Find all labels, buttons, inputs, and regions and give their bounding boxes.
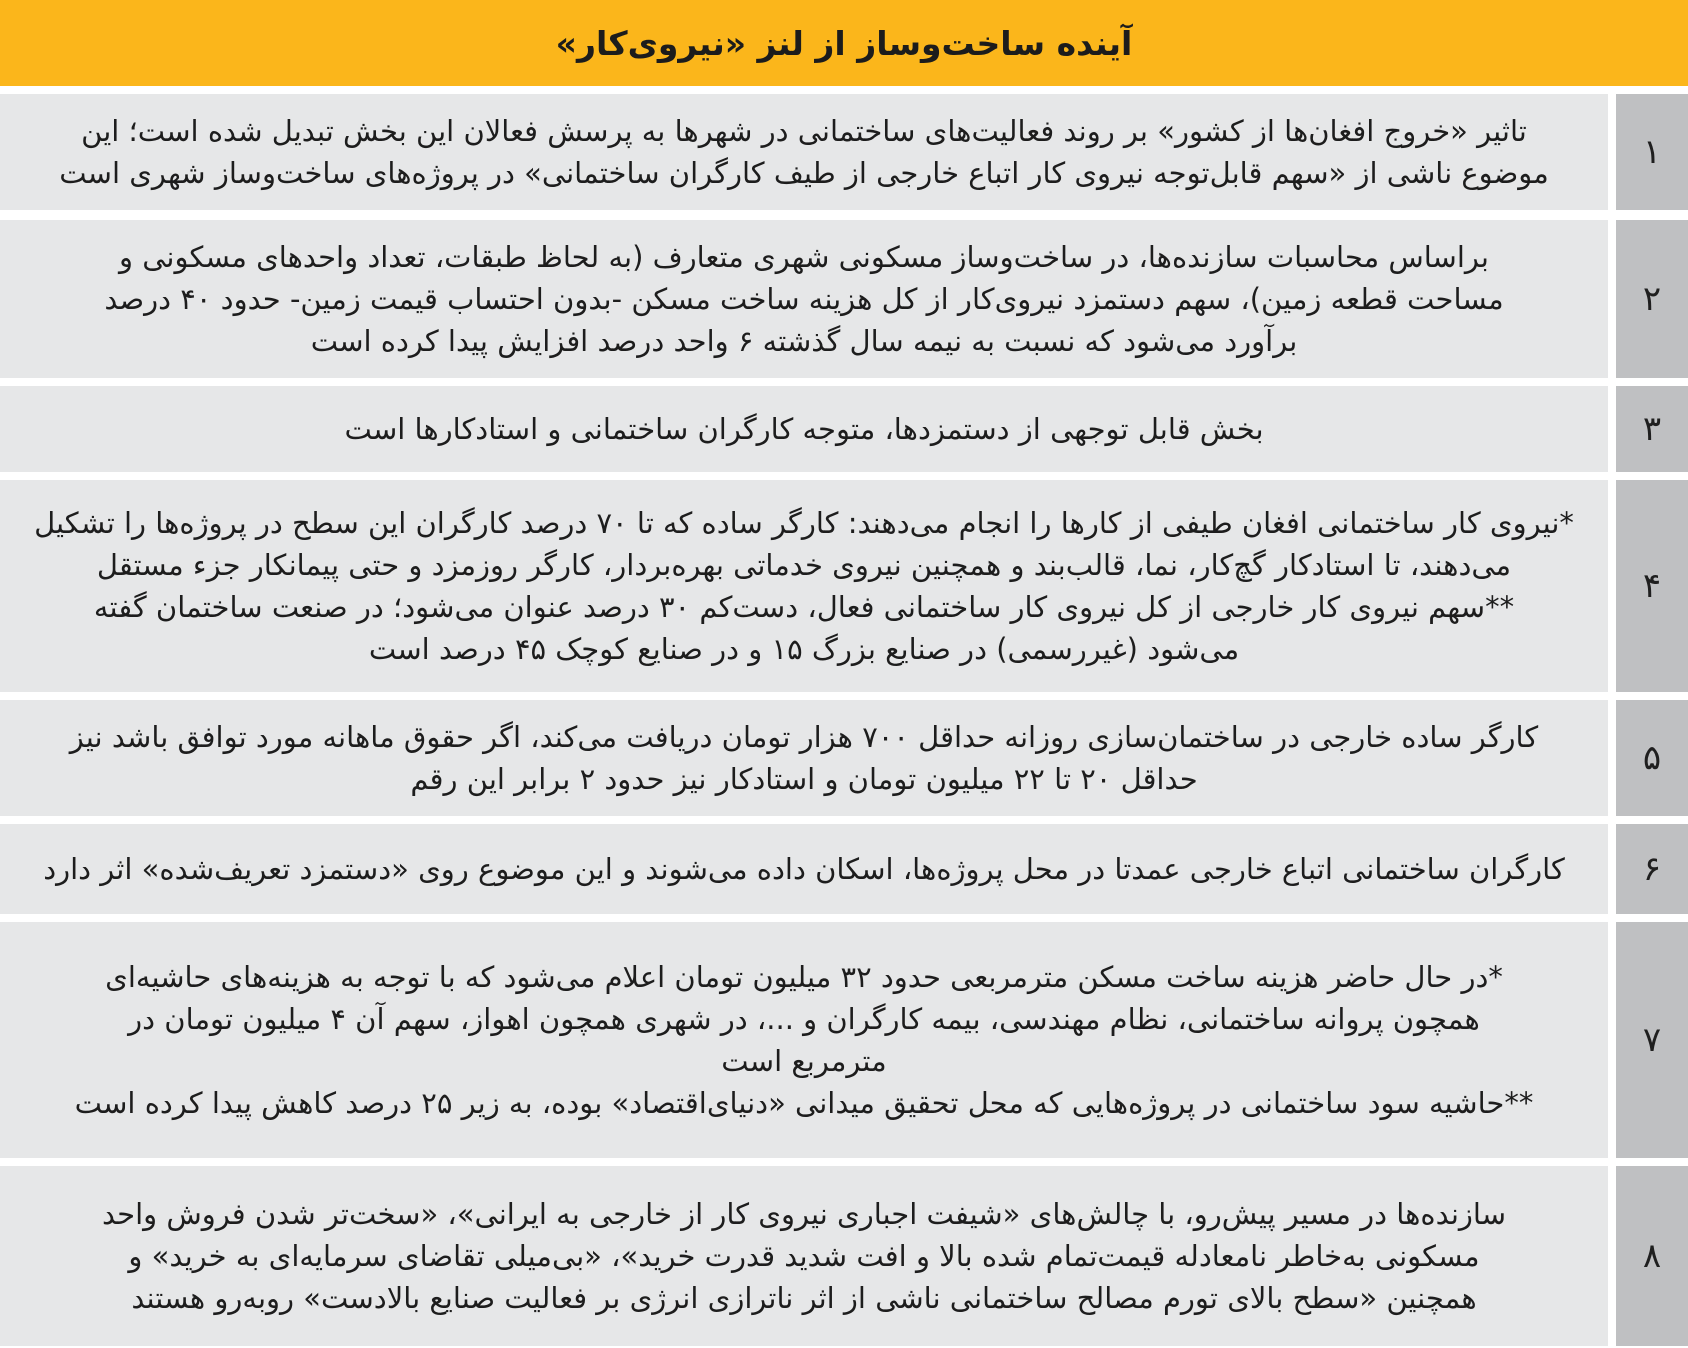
row-text-cell: [0, 386, 1608, 472]
row-text-cell: [0, 480, 1608, 692]
table-row-5: [0, 700, 1688, 816]
row-text-cell: [0, 700, 1608, 816]
table-row-8: [0, 1166, 1688, 1346]
table-title-bar: [0, 0, 1688, 86]
row-number: ۸: [1616, 1166, 1688, 1346]
table-row-3: [0, 386, 1688, 472]
row-text: کارگران ساختمانی اتباع خارجی عمدتا در محل پروژه‌ها، اسکان داده می‌شوند و این موضوع روی «دستمزد تعریف‌شده» اثر دارد: [43, 852, 1565, 886]
row-text: کارگر ساده خارجی در ساختمان‌سازی روزانه حداقل ۷۰۰ هزار تومان دریافت می‌کند، اگر حقوق ماهانه مورد توافق باشد نیز حداقل ۲۰ تا ۲۲ میلیون تومان و استادکار نیز حدود ۲ برابر این رقم: [69, 720, 1539, 796]
table-row-4: [0, 480, 1688, 692]
table-row-1: [0, 94, 1688, 210]
row-text: تاثیر «خروج افغان‌ها از کشور» بر روند فعالیت‌های ساختمانی در شهرها به پرسش فعالان این بخش تبدیل شده است؛ این موضوع ناشی از «سهم قابل‌توجه نیروی کار اتباع خارجی از طیف کارگران ساختمانی» در پروژه‌های ساخت‌وساز شهری است: [59, 114, 1549, 190]
row-text: *در حال حاضر هزینه ساخت مسکن مترمربعی حدود ۳۲ میلیون تومان اعلام می‌شود که با توجه به هزینه‌های حاشیه‌ای همچون پروانه ساختمانی، نظام مهندسی، بیمه کارگران و ...، در شهری همچون اهواز، سهم آن ۴ میلیون تومان در مترمربع است **حاشیه سود ساختمانی در پروژه‌هایی که محل تحقیق میدانی «دنیای‌اقتصاد» بوده، به زیر ۲۵ درصد کاهش پیدا کرده است: [74, 960, 1534, 1120]
row-text: بخش قابل توجهی از دستمزدها، متوجه کارگران ساختمانی و استادکارها است: [344, 412, 1264, 446]
row-text: سازنده‌ها در مسیر پیش‌رو، با چالش‌های «شیفت اجباری نیروی کار از خارجی به ایرانی»، «سخت‌تر شدن فروش واحد مسکونی به‌خاطر نامعادله قیمت‌تمام شده بالا و افت شدید قدرت خرید»، «بی‌میلی تقاضای سرمایه‌ای به خرید» و همچنین «سطح بالای تورم مصالح ساختمانی ناشی از اثر ناترازی انرژی بر فعالیت صنایع بالادست» روبه‌رو هستند: [101, 1197, 1507, 1315]
table-row-6: [0, 824, 1688, 914]
row-text-cell: [0, 824, 1608, 914]
row-text: *نیروی کار ساختمانی افغان طیفی از کارها را انجام می‌دهند: کارگر ساده که تا ۷۰ درصد کارگران این سطح در پروژه‌ها را تشکیل می‌دهند، تا استادکار گچ‌کار، نما، قالب‌بند و همچنین نیروی خدماتی بهره‌بردار، کارگر روزمزد و حتی پیمانکار جزء مستقل **سهم نیروی کار خارجی از کل نیروی کار ساختمانی فعال، دست‌کم ۳۰ درصد عنوان می‌شود؛ در صنعت ساختمان گفته می‌شود (غیررسمی) در صنایع بزرگ ۱۵ و در صنایع کوچک ۴۵ درصد است: [34, 506, 1574, 666]
table-row-2: [0, 220, 1688, 378]
row-text-cell: [0, 922, 1608, 1158]
row-number: ۷: [1616, 922, 1688, 1158]
row-number: ۳: [1616, 386, 1688, 472]
row-number: ۴: [1616, 480, 1688, 692]
row-number: ۲: [1616, 220, 1688, 378]
table-row-7: [0, 922, 1688, 1158]
row-text-cell: [0, 1166, 1608, 1346]
row-number: ۵: [1616, 700, 1688, 816]
info-table: [0, 86, 1688, 1348]
row-text-cell: [0, 94, 1608, 210]
row-number: ۱: [1616, 94, 1688, 210]
row-number: ۶: [1616, 824, 1688, 914]
row-text: براساس محاسبات سازنده‌ها، در ساخت‌وساز مسکونی شهری متعارف (به لحاظ طبقات، تعداد واحدهای مسکونی و مساحت قطعه زمین)، سهم دستمزد نیروی‌کار از کل هزینه ساخت مسکن -بدون احتساب قیمت زمین- حدود ۴۰ درصد برآورد می‌شود که نسبت به نیمه سال گذشته ۶ واحد درصد افزایش پیدا کرده است: [104, 240, 1504, 358]
row-text-cell: [0, 220, 1608, 378]
table-title: آینده ساخت‌وساز از لنز «نیروی‌کار»: [555, 23, 1133, 63]
